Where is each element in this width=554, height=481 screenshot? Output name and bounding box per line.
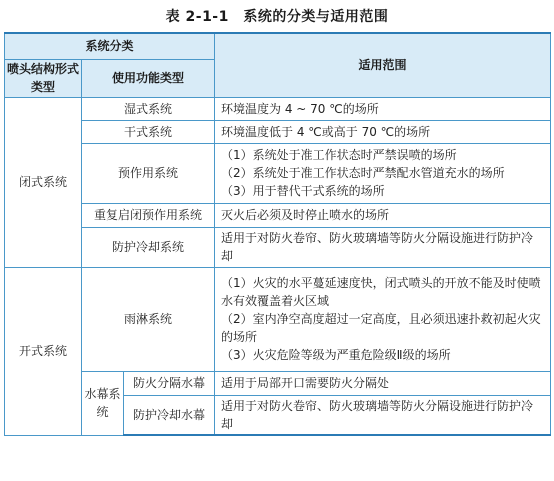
classification-table <box>4 32 551 436</box>
closed-system-label: 闭式系统 <box>5 97 82 267</box>
table-row <box>5 371 551 395</box>
cycling-preaction-scope: 灭火后必须及时停止喷水的场所 <box>215 203 551 227</box>
table-row <box>5 120 551 143</box>
table-row <box>5 203 551 227</box>
table-row <box>5 143 551 203</box>
preaction-system-scope: （1）系统处于准工作状态时严禁误喷的场所 （2）系统处于准工作状态时严禁配水管道充水的场所 （3）用于替代干式系统的场所 <box>215 143 551 203</box>
table-row <box>5 97 551 120</box>
wet-system-type: 湿式系统 <box>82 97 215 120</box>
dry-system-type: 干式系统 <box>82 120 215 143</box>
protection-cooling-curtain-type: 防护冷却水幕 <box>124 395 215 435</box>
preaction-system-type: 预作用系统 <box>82 143 215 203</box>
sprinkler-structure-header: 喷头结构形式类型 <box>5 59 82 97</box>
protection-cooling-system-type: 防护冷却系统 <box>82 227 215 267</box>
scope-header: 适用范围 <box>215 33 551 97</box>
table-row <box>5 267 551 371</box>
protection-cooling-curtain-scope: 适用于对防火卷帘、防火玻璃墙等防火分隔设施进行防护冷却 <box>215 395 551 435</box>
deluge-system-type: 雨淋系统 <box>82 267 215 371</box>
header-row-1 <box>5 33 551 59</box>
system-classification-header: 系统分类 <box>5 33 215 59</box>
open-system-label: 开式系统 <box>5 267 82 435</box>
cycling-preaction-type: 重复启闭预作用系统 <box>82 203 215 227</box>
table-row <box>5 227 551 267</box>
water-curtain-label: 水幕系统 <box>82 371 124 435</box>
fire-separation-curtain-scope: 适用于局部开口需要防火分隔处 <box>215 371 551 395</box>
wet-system-scope: 环境温度为 4 ~ 70 ℃的场所 <box>215 97 551 120</box>
fire-separation-curtain-type: 防火分隔水幕 <box>124 371 215 395</box>
protection-cooling-system-scope: 适用于对防火卷帘、防火玻璃墙等防火分隔设施进行防护冷却 <box>215 227 551 267</box>
dry-system-scope: 环境温度低于 4 ℃或高于 70 ℃的场所 <box>215 120 551 143</box>
deluge-system-scope: （1）火灾的水平蔓延速度快，闭式喷头的开放不能及时使喷水有效覆盖着火区域 （2）室内净空高度超过一定高度，且必须迅速扑救初起火灾的场所 （3）火灾危险等级为严重危险级Ⅱ级的场所 <box>215 267 551 371</box>
table-caption: 表 2-1-1 系统的分类与适用范围 <box>165 9 389 25</box>
function-type-header: 使用功能类型 <box>82 59 215 97</box>
